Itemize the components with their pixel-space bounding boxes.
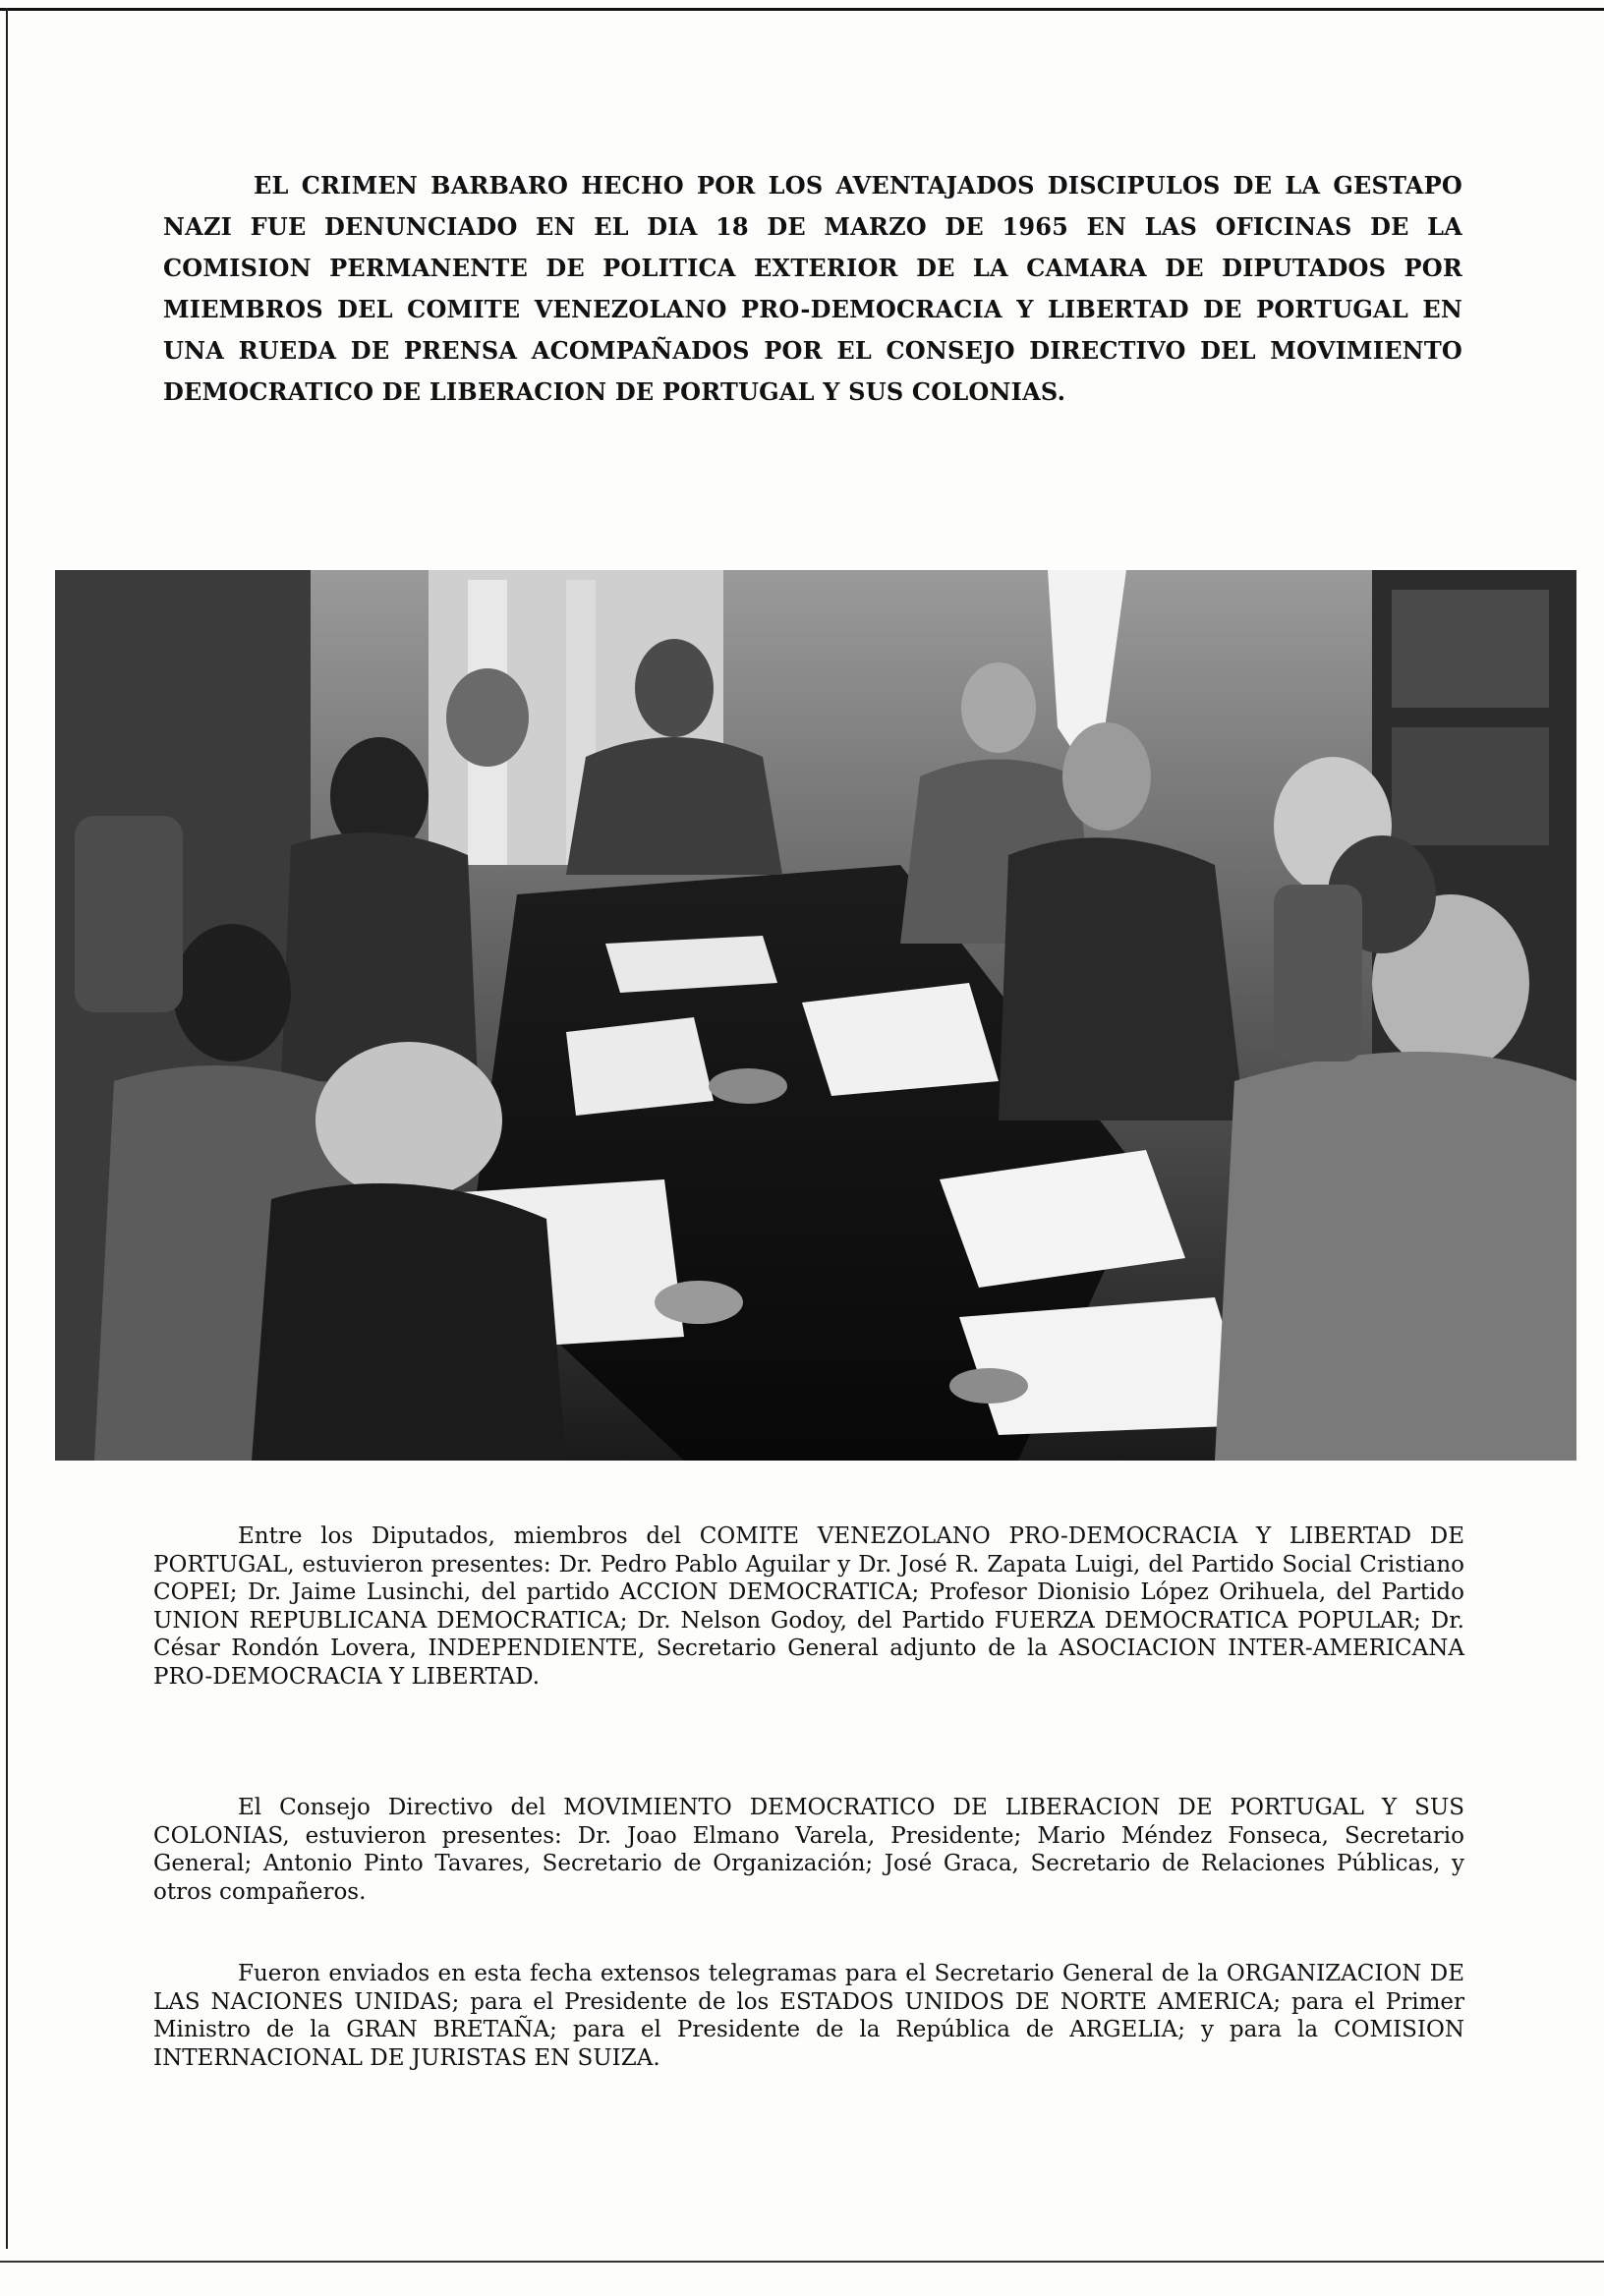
page-border-top: [0, 8, 1604, 11]
page-border-bottom: [0, 2261, 1604, 2263]
headline-paragraph: EL CRIMEN BARBARO HECHO POR LOS AVENTAJADOS DISCIPULOS DE LA GESTAPO NAZI FUE DENUNCIADO EN EL DIA 18 DE MARZO DE 1965 EN LAS OFICINAS DE LA COMISION PERMANENTE DE POLITICA EXTERIOR DE LA CAMARA DE DIPUTADOS POR MIEMBROS DEL COMITE VENEZOLANO PRO-DEMOCRACIA Y LIBERTAD DE PORTUGAL EN UNA RUEDA DE PRENSA ACOMPAÑADOS POR EL CONSEJO DIRECTIVO DEL MOVIMIENTO DEMOCRATICO DE LIBERACION DE PORTUGAL Y SUS COLONIAS.: [163, 171, 1462, 406]
photo-illustration: [55, 570, 1576, 1461]
council-paragraph: El Consejo Directivo del MOVIMIENTO DEMOCRATICO DE LIBERACION DE PORTUGAL Y SUS COLONIAS, estuvieron presentes: Dr. Joao Elmano Varela, Presidente; Mario Méndez Fonseca, Secretario General; Antonio Pinto Tavares, Secretario de Organización; José Graca, Secretario de Relaciones Públicas, y otros compañeros.: [153, 1795, 1464, 1905]
meeting-photo: [55, 570, 1576, 1461]
attendees-paragraph: Entre los Diputados, miembros del COMITE VENEZOLANO PRO-DEMOCRACIA Y LIBERTAD DE PORTUGAL, estuvieron presentes: Dr. Pedro Pablo Aguilar y Dr. José R. Zapata Luigi, del Partido Social Cristiano COPEI; Dr. Jaime Lusinchi, del partido ACCION DEMOCRATICA; Profesor Dionisio López Orihuela, del Partido UNION REPUBLICANA DEMOCRATICA; Dr. Nelson Godoy, del Partido FUERZA DEMOCRATICA POPULAR; Dr. César Rondón Lovera, INDEPENDIENTE, Secretario General adjunto de la ASOCIACION INTER-AMERICANA PRO-DEMOCRACIA Y LIBERTAD.: [153, 1523, 1464, 1690]
telegrams-paragraph: Fueron enviados en esta fecha extensos telegramas para el Secretario General de la ORGANIZACION DE LAS NACIONES UNIDAS; para el Presidente de los ESTADOS UNIDOS DE NORTE AMERICA; para el Primer Ministro de la GRAN BRETAÑA; para el Presidente de la República de ARGELIA; y para la COMISION INTERNACIONAL DE JURISTAS EN SUIZA.: [153, 1961, 1464, 2071]
page-border-left: [6, 8, 8, 2249]
